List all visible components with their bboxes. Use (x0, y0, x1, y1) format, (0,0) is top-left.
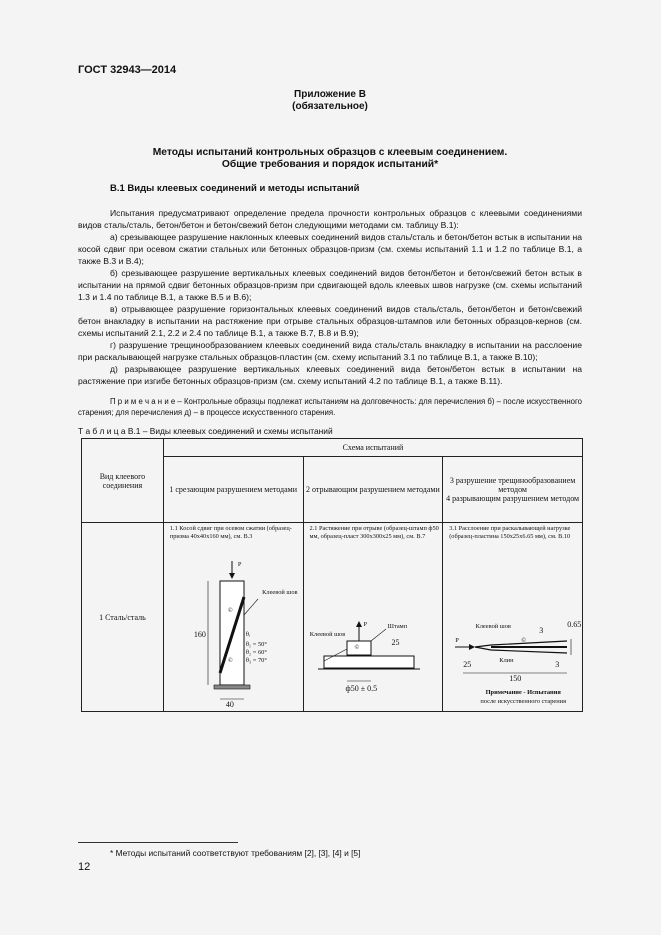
fig1-mark-top: © (227, 607, 233, 614)
fig3-dim-25: 25 (463, 660, 472, 669)
header-method-1: 1 срезающим разрушением методами (163, 457, 303, 523)
note-text: П р и м е ч а н и е – Контрольные образцы подлежат испытаниям на долговечность: для перечисления б) – после искусственного старения; для перечисления д) – в процессе искусственного старения. (78, 397, 582, 417)
body-text (78, 207, 582, 387)
section-title: В.1 Виды клеевых соединений и методы испытаний (110, 183, 360, 194)
header-method-3 (443, 457, 583, 523)
row-label-steel: 1 Сталь/сталь (82, 523, 164, 712)
paragraph-a: а) срезывающее разрушение наклонных клеевых соединений видов сталь/сталь и бетон/бетон встык в испытании на косой сдвиг при осевом сжатии стальных или бетонных образцов-призм (см. схемы испытаний 1.1 и 1.2 по таблице В.1, а также В.3 и В.4); (78, 232, 582, 266)
fig2-mark: © (354, 644, 360, 651)
paragraph-b: б) срезывающее разрушение вертикальных клеевых соединений видов бетон/бетон и бетон/свежий бетон встык в испытании на прямой сдвиг бетонных образцов-призм при сдвигающей вдоль клеевых швов нагрузке (см. схемы испытаний 1.3 и 1.4 по таблице В.1, а также В.5 и В.6); (78, 268, 582, 302)
header-joint-type: Вид клеевого соединения (82, 439, 164, 523)
appendix-title: Приложение В (294, 89, 366, 100)
method-4-label: 4 разрывающим разрушением методом (446, 494, 580, 503)
page-number: 12 (78, 861, 91, 873)
fig1-angle-2: θ₂ = 60° (245, 649, 267, 656)
fig2-diameter: ф50 ± 0.5 (345, 684, 378, 693)
paragraph-g: г) разрушение трещинообразованием клеевых соединений вида сталь/сталь внакладку в испытании на расслоение при раскалывающей нагрузке стальных образцов-пластин (см. схему испытаний 3.1 по таблице В.1, а также В.10); (78, 340, 582, 362)
fig3-dim-3a: 3 (539, 626, 544, 635)
appendix-status: (обязательное) (292, 101, 368, 112)
header-scheme: Схема испытаний (163, 439, 582, 457)
method-3-label: 3 разрушение трещинообразованием методом (449, 476, 576, 494)
fig1-angle: θᵢ (245, 631, 250, 638)
fig1-angle-1: θ₁ = 50° (245, 641, 267, 648)
fig2-stamp-label: Штамп (387, 623, 408, 630)
heading-line1: Методы испытаний контрольных образцов с клеевым соединением. (152, 147, 508, 158)
fig3-note-text: после искусственного старения (480, 698, 567, 705)
fig2-seam-label: Клеевой шов (309, 631, 346, 638)
fig1-mark-bottom: © (227, 657, 233, 664)
fig1-angle-3: θ₃ = 70° (245, 657, 267, 664)
header-method-2: 2 отрывающим разрушением методами (303, 457, 443, 523)
fig3-dim-065: 0.65 (567, 620, 582, 629)
paragraph-intro: Испытания предусматривают определение предела прочности контрольных образцов с клеевыми соединениями видов сталь/сталь, бетон/бетон и бетон/свежий бетон следующими методами см. таблицу В.1): (78, 208, 582, 230)
fig3-load: P (455, 637, 459, 644)
paragraph-v: в) отрывающее разрушение горизонтальных клеевых соединений видов сталь/сталь, бетон/бетон и бетон/свежий бетон внакладку в испытании на растяжение при отрыве стальных образцов-штампов или бетонных образцов-кернов (см. схемы испытаний 2.1, 2.2 и 2.4 по таблице В.1, а также В.7, В.8 и В.9); (78, 304, 582, 338)
footnote: * Методы испытаний соответствуют требованиям [2], [3], [4] и [5] (110, 848, 361, 858)
fig1-caption: 1.1 Косой сдвиг при осевом сжатии (образец-призма 40х40х160 мм), см. В.3 (169, 525, 292, 540)
scheme-cell-3-1 (443, 523, 583, 712)
fig1-seam-label: Клеевой шов (262, 589, 298, 596)
footnote-divider (78, 842, 238, 843)
fig3-wedge: Клин (499, 657, 514, 664)
scheme-cell-1-1 (163, 523, 303, 712)
fig2-caption: 2.1 Растяжение при отрыве (образец-штамп ф50 мм, образец-пласт 300х300х25 мм), см. В.7 (309, 525, 439, 540)
fig1-diagram (164, 523, 304, 711)
fig3-note-title: Примечание - Испытания (485, 689, 561, 696)
note-block (78, 396, 582, 418)
table-caption: Т а б л и ц а В.1 – Виды клеевых соединений и схемы испытаний (78, 426, 333, 436)
fig1-height: 160 (193, 630, 206, 639)
fig1-load: P (237, 561, 242, 568)
heading-line2: Общие требования и порядок испытаний* (221, 159, 439, 170)
fig3-dim-3b: 3 (555, 660, 560, 669)
fig2-load: P (363, 621, 368, 628)
fig3-caption: 3.1 Расслоение при раскалывающей нагрузке (образец-пластина 150х25х6.65 мм), см. В.10 (449, 525, 571, 540)
fig2-diagram (304, 523, 444, 711)
schemes-table (81, 438, 583, 712)
fig1-width: 40 (225, 700, 234, 709)
paragraph-d: д) разрывающее разрушение вертикальных клеевых соединений вида бетон/бетон встык в испытании на растяжение при изгибе бетонных образцов-призм (см. схему испытаний 4.2 по таблице В.1, а также В.11). (78, 364, 582, 386)
scheme-cell-2-1 (303, 523, 443, 712)
fig3-mark: © (521, 637, 527, 644)
fig3-length: 150 (509, 674, 522, 683)
fig3-seam-label: Клеевой шов (475, 623, 511, 630)
fig2-thickness: 25 (391, 638, 400, 647)
standard-code: ГОСТ 32943—2014 (78, 64, 177, 76)
